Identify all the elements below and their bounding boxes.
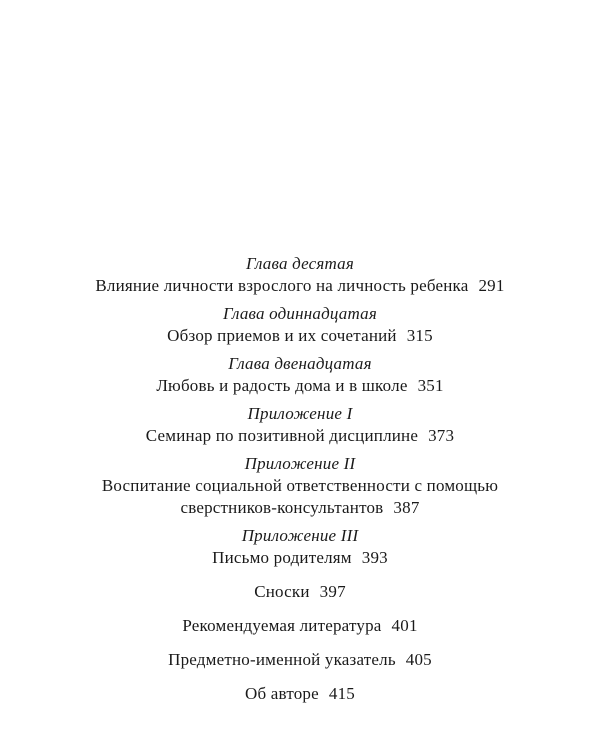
toc-entry-title: Семинар по позитивной дисциплине 373 [145, 426, 455, 445]
toc-entry-heading: Приложение I [247, 404, 353, 423]
toc-entry-appendix-3 [0, 525, 600, 569]
toc-entry-title: Об авторе 415 [245, 684, 355, 703]
toc-entry-chapter-12 [0, 353, 600, 397]
toc-entry-heading: Приложение II [244, 454, 356, 473]
toc-entry-title: Сноски 397 [254, 582, 346, 601]
toc-entry-heading: Приложение III [241, 526, 359, 545]
toc-entry-title: Предметно-именной указатель 405 [168, 650, 432, 669]
toc-page-number: 415 [328, 684, 355, 703]
toc-page-number: 401 [391, 616, 418, 635]
toc-page-number: 315 [406, 326, 433, 345]
toc-entry-about-author [0, 683, 600, 705]
toc-entry-title-continued: сверстников-консультантов 387 [180, 498, 420, 517]
toc-entry-title: Письмо родителям 393 [212, 548, 388, 567]
toc-page-number: 291 [478, 276, 505, 295]
toc-page-number: 387 [393, 498, 420, 517]
toc-page-number: 373 [428, 426, 455, 445]
toc-entry-heading: Глава десятая [246, 254, 354, 273]
table-of-contents [0, 253, 600, 705]
toc-entry-appendix-1 [0, 403, 600, 447]
toc-page-number: 405 [405, 650, 432, 669]
toc-entry-title: Обзор приемов и их сочетаний 315 [167, 326, 433, 345]
toc-entry-footnotes [0, 581, 600, 603]
toc-entry-title: Воспитание социальной ответственности с помощью [101, 476, 499, 495]
toc-entry-recommended-reading [0, 615, 600, 637]
toc-entry-appendix-2 [0, 453, 600, 519]
toc-entry-title: Любовь и радость дома и в школе 351 [156, 376, 444, 395]
toc-entry-index [0, 649, 600, 671]
toc-page-number: 397 [319, 582, 346, 601]
toc-entry-heading: Глава одиннадцатая [223, 304, 377, 323]
toc-page-number: 393 [361, 548, 388, 567]
toc-page-number: 351 [417, 376, 444, 395]
toc-entry-title: Рекомендуемая литература 401 [182, 616, 418, 635]
toc-entry-chapter-11 [0, 303, 600, 347]
toc-entry-title: Влияние личности взрослого на личность ребенка 291 [95, 276, 505, 295]
toc-entry-heading: Глава двенадцатая [228, 354, 372, 373]
toc-entry-chapter-10 [0, 253, 600, 297]
